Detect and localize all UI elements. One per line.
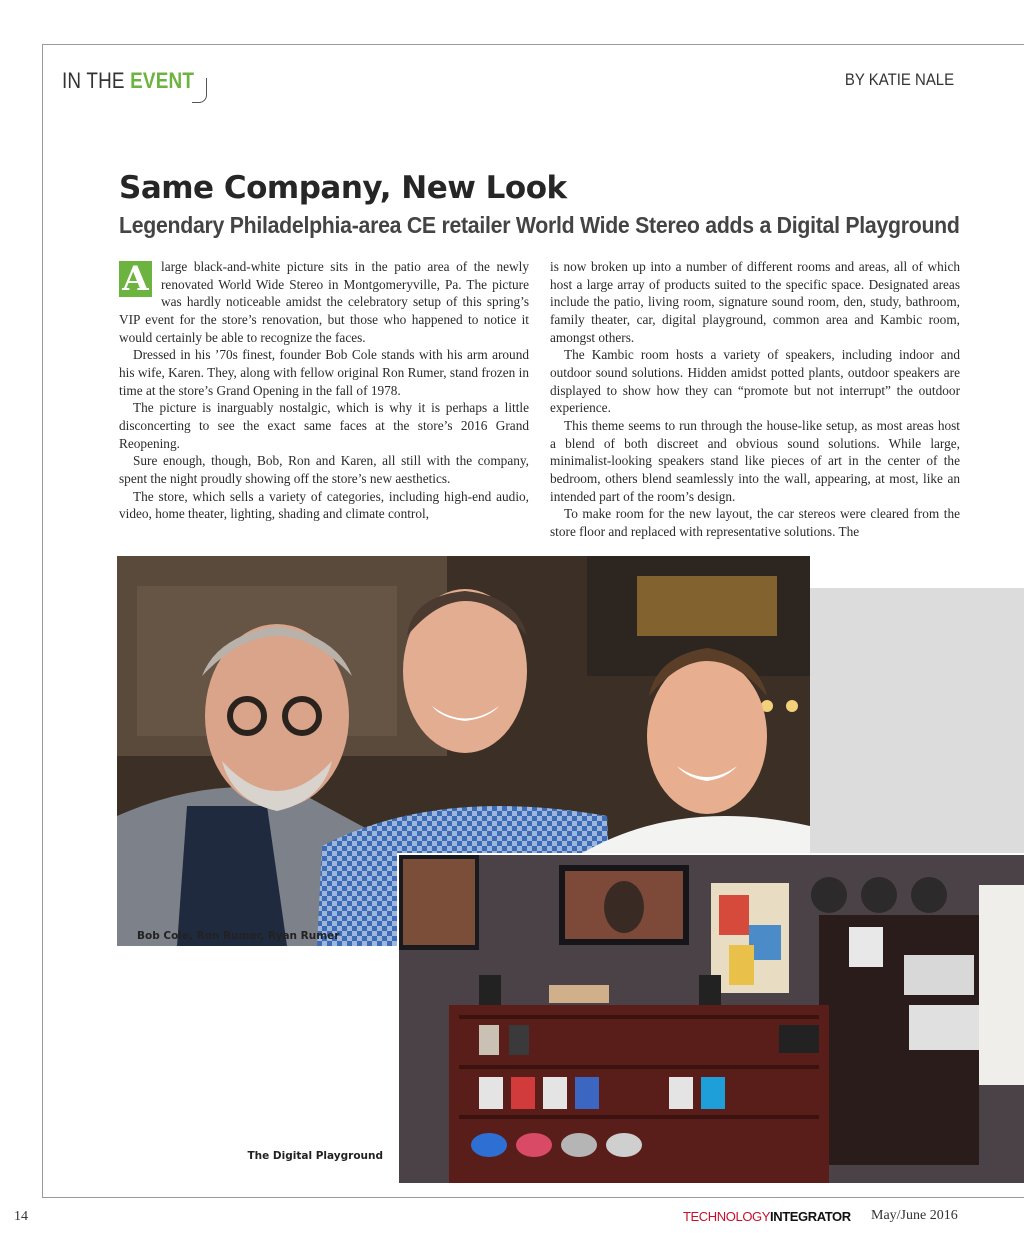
publication-logo-part-2: INTEGRATOR	[770, 1209, 851, 1224]
section-bracket	[192, 78, 207, 103]
gray-sidebar-panel	[810, 588, 1024, 853]
frame-bottom-rule	[42, 1197, 1024, 1198]
photo-digital-playground	[397, 853, 1024, 1183]
page-number: 14	[14, 1209, 28, 1224]
issue-date: May/June 2016	[871, 1208, 958, 1223]
byline: BY KATIE NALE	[844, 70, 954, 89]
caption-area-digital-playground	[117, 946, 397, 1181]
publication-logo	[683, 1209, 851, 1224]
frame-left-rule	[42, 44, 43, 1197]
deck: Legendary Philadelphia-area CE retailer World Wide Stereo adds a Digital Playground	[119, 212, 960, 238]
paragraph: The store, which sells a variety of categories, including high-end audio, video, home theater, lighting, shading and climate control,	[119, 488, 529, 522]
section-label-highlight: EVENT	[130, 68, 195, 93]
paragraph: To make room for the new layout, the car stereos were cleared from the store floor and replaced with representative solutions. The	[550, 506, 960, 539]
article-column-1	[119, 258, 529, 523]
publication-logo-part-1: TECHNOLOGY	[683, 1209, 771, 1224]
article-column-2	[550, 258, 960, 541]
photo-digital-playground-illustration	[399, 855, 1024, 1183]
paragraph: A large black-and-white picture sits in the patio area of the newly renovated World Wide Stereo in Montgomeryville, Pa. The picture was hardly noticeable amidst the celebratory setup of this spring’s VIP event for the store’s renovation, but those who happened to notice it would certainly be able to recognize the faces.	[119, 259, 529, 345]
photo-caption-portrait: Bob Cole, Ron Rumer, Ryan Rumer	[137, 930, 340, 942]
paragraph: Sure enough, though, Bob, Ron and Karen, all still with the company, spent the night proudly showing off the store’s new aesthetics.	[119, 453, 529, 486]
section-label	[62, 68, 194, 94]
paragraph: The Kambic room hosts a variety of speakers, including indoor and outdoor sound solutions. Hidden amidst potted plants, outdoor speakers are displayed to show how they can “promote but not interrupt” the outdoor experience.	[550, 347, 960, 416]
paragraph: is now broken up into a number of different rooms and areas, all of which host a large array of products suited to the specific space. Designated areas include the patio, living room, signature sound room, den, study, bathroom, family theater, car, digital playground, common area and Kambic room, amongst others.	[550, 259, 960, 345]
frame-top-rule	[42, 44, 1024, 45]
drop-cap: A	[119, 261, 152, 297]
paragraph: Dressed in his ’70s finest, founder Bob Cole stands with his arm around his wife, Karen. They, along with fellow original Ron Rumer, stand frozen in time at the store’s Grand Opening in the fall of 1978.	[119, 347, 529, 398]
paragraph: The picture is inarguably nostalgic, which is why it is perhaps a little disconcerting to see the exact same faces at the store’s 2016 Grand Reopening.	[119, 400, 529, 451]
section-label-prefix: IN THE	[62, 68, 131, 93]
headline: Same Company, New Look	[119, 170, 567, 206]
photo-caption-digital-playground: The Digital Playground	[247, 1150, 383, 1162]
paragraph: This theme seems to run through the house-like setup, as most areas host a blend of both discreet and obvious sound solutions. While large, minimalist-looking speakers stand like pieces of art in the center of the bedroom, others blend seamlessly into the wall, appearing, at most, like an intended part of the room’s design.	[550, 417, 960, 504]
